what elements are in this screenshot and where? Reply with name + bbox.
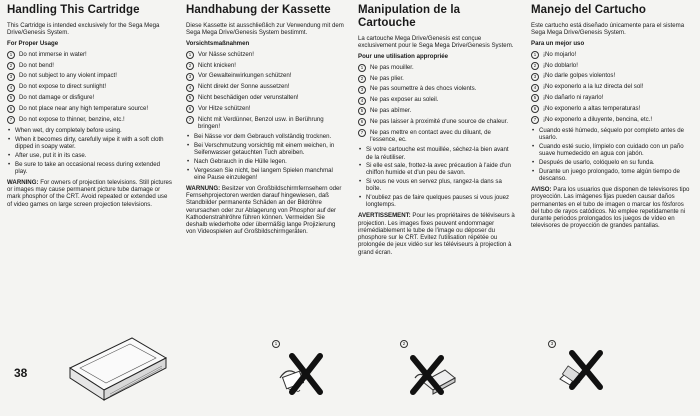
bullet-item: • After use, put it in its case. — [7, 152, 173, 159]
subheading-french: Pour une utilisation appropriée — [358, 53, 449, 61]
item-text: Ne pas mouiller. — [370, 63, 414, 71]
list-item — [531, 116, 691, 124]
figure-label-1: 1 — [272, 340, 280, 348]
bullet-item: • Si vous ne vous en servez plus, rangez-la dans sa boîte. — [358, 178, 516, 192]
number-6: 6 — [358, 118, 366, 126]
item-text: Do not bend! — [19, 61, 54, 69]
list-item — [186, 72, 346, 80]
subheading-spanish: Para un mejor uso — [531, 40, 585, 48]
bullet-item: • Después de usarlo, colóquelo en su funda. — [531, 159, 691, 166]
list-item — [7, 94, 173, 102]
number-7: 7 — [531, 116, 539, 124]
item-text: Do not immerse in water! — [19, 50, 87, 58]
item-text: Do not expose to thinner, benzine, etc.! — [19, 115, 125, 123]
list-item — [531, 62, 691, 70]
bullet-item: • Si elle est sale, frottez-la avec précaution à l'aide d'un chiffon humide et d'un peu de savon. — [358, 162, 516, 176]
warning-text: Pour les propriétaires de téléviseurs à projection. Les images fixes peuvent endommager irrémédiablement le tube de l'image ou déposer du phosphore sur le CRT. Evitez l'utilisation répétée ou prolongée de jeux vidéo sur les téléviseurs à projection à grand écran. — [358, 212, 515, 256]
intro-german: Diese Kassette ist ausschließlich zur Verwendung mit dem Sega Mega Drive/Genesis System bestimmt. — [186, 22, 344, 37]
thinner-no-icon — [552, 345, 608, 399]
warning-french — [358, 212, 516, 255]
intro-spanish: Este cartucho está diseñado únicamente para el sistema Sega Mega Drive/Genesis System. — [531, 22, 685, 37]
number-3: 3 — [531, 73, 539, 81]
number-1: 1 — [186, 51, 194, 59]
item-text: Nicht knicken! — [198, 61, 236, 69]
list-item — [358, 85, 516, 93]
bullet-item: • Nach Gebrauch in die Hülle legen. — [186, 158, 346, 165]
item-text: ¡No doblarlo! — [543, 61, 578, 69]
number-5: 5 — [7, 94, 15, 102]
warning-text: For owners of projection televisions. Still pictures or images may cause permanent picture tube damage or mark phosphor of the CRT. Avoid repeated or extended use of video games on large screen projection televisions. — [7, 178, 172, 208]
number-2: 2 — [7, 62, 15, 70]
bullet-item: • Cuando esté sucio, límpielo con cuidado con un paño suave humedecido en agua con jabón. — [531, 143, 691, 157]
number-4: 4 — [531, 84, 539, 92]
title-spanish: Manejo del Cartucho — [531, 4, 646, 16]
number-6: 6 — [531, 105, 539, 113]
number-1: 1 — [358, 64, 366, 72]
subheading-german: Vorsichtsmaßnahmen — [186, 40, 250, 48]
list-item — [186, 105, 346, 113]
number-2: 2 — [531, 62, 539, 70]
item-text: Do not place near any high temperature source! — [19, 105, 149, 113]
column-german — [186, 4, 346, 240]
item-text: Do not damage or disfigure! — [19, 94, 95, 102]
list-item — [531, 72, 691, 80]
warning-text: Para los usuarios que disponen de televisores tipo proyección. Las imágenes fijas pueden causar daños permanentes en el tubo de imagen o marcar los fósforos del tubo de rayos catódicos. No emplee repetidamente ni durante periodos prolongados los juegos de vídeo en televisores de proyección de grandes pantallas. — [531, 186, 690, 230]
tips-list-spanish — [531, 127, 691, 182]
number-3: 3 — [358, 86, 366, 94]
item-text: ¡No exponerlo a la luz directa del sol! — [543, 83, 644, 91]
bend-no-icon — [405, 348, 461, 402]
item-text: Do not subject to any violent impact! — [19, 72, 117, 80]
precautions-list-french — [358, 64, 516, 144]
title-french: Manipulation de la Cartouche — [358, 4, 461, 29]
warning-spanish — [531, 186, 691, 229]
number-1: 1 — [7, 51, 15, 59]
item-text: Vor Nässe schützen! — [198, 50, 254, 58]
number-4: 4 — [358, 97, 366, 105]
list-item — [7, 116, 173, 124]
item-text: Nicht beschädigen oder verunstalten! — [198, 94, 299, 102]
number-2: 2 — [186, 62, 194, 70]
bullet-item: • When wet, dry completely before using. — [7, 127, 173, 134]
list-item — [7, 51, 173, 59]
list-item — [358, 64, 516, 72]
list-item — [358, 107, 516, 115]
bullet-item: • Bei Verschmutzung vorsichtig mit einem weichen, in Seifenwasser getauchten Tuch abreiben. — [186, 142, 346, 156]
list-item — [186, 51, 346, 59]
number-4: 4 — [7, 84, 15, 92]
bullet-item: • N'oubliez pas de faire quelques pauses si vous jouez longtemps. — [358, 194, 516, 208]
number-3: 3 — [7, 73, 15, 81]
list-item — [531, 105, 691, 113]
item-text: Ne pas abîmer. — [370, 107, 412, 115]
item-text: Nicht direkt der Sonne aussetzen! — [198, 83, 290, 91]
precautions-list-german — [186, 51, 346, 131]
number-5: 5 — [358, 107, 366, 115]
title-german: Handhabung der Kassette — [186, 4, 331, 16]
tips-list-german — [186, 133, 346, 181]
item-text: Vor Gewalteinwirkungen schützen! — [198, 72, 292, 80]
column-english — [7, 4, 173, 212]
item-text: Do not expose to direct sunlight! — [19, 83, 107, 91]
number-3: 3 — [186, 73, 194, 81]
number-7: 7 — [358, 129, 366, 137]
page-number: 38 — [14, 366, 28, 380]
number-5: 5 — [531, 94, 539, 102]
number-1: 1 — [531, 51, 539, 59]
list-item — [531, 94, 691, 102]
list-item — [186, 83, 346, 91]
bullet-item: • Durante un juego prolongado, tome algún tiempo de descanso. — [531, 168, 691, 182]
warning-label: WARNUNG: — [186, 185, 221, 193]
number-4: 4 — [186, 84, 194, 92]
list-item — [358, 118, 516, 126]
list-item — [7, 72, 173, 80]
warning-text: Besitzer von Großbildschirmfernsehern oder Fernsehprojectoren werden darauf hingewiesen, daß Standbilder permanente Schäden an der Bildröhre verursachen oder zur Ablagerung von Phosphor auf der Kathodenstrahlröhre führen können. Vermeiden Sie deshalb wiederholte oder übermäßig lange Projizierung von Videospielen auf Großbildschirmgeräten. — [186, 185, 342, 236]
number-7: 7 — [7, 116, 15, 124]
warning-german — [186, 185, 346, 235]
figure-label-3: 3 — [548, 340, 556, 348]
list-item — [186, 94, 346, 102]
list-item — [531, 51, 691, 59]
subheading-english: For Proper Usage — [7, 40, 59, 48]
list-item — [358, 96, 516, 104]
number-7: 7 — [186, 116, 194, 124]
title-english: Handling This Cartridge — [7, 4, 140, 16]
precautions-list-english — [7, 51, 173, 125]
tips-list-french — [358, 146, 516, 208]
number-5: 5 — [186, 94, 194, 102]
bullet-item: • When it becomes dirty, carefully wipe it with a soft cloth dipped in soapy water. — [7, 136, 173, 150]
list-item — [186, 116, 346, 130]
list-item — [358, 129, 516, 143]
item-text: Ne pas laisser à proximité d'une source de chaleur. — [370, 118, 509, 126]
bullet-item: • Vergessen Sie nicht, bei langem Spielen manchmal eine Pause einzulegen! — [186, 167, 346, 181]
warning-label: AVERTISSEMENT: — [358, 212, 411, 220]
item-text: Ne pas plier. — [370, 74, 404, 82]
warning-english — [7, 179, 173, 208]
bullet-item: • Be sure to take an occasional recess during extended play. — [7, 161, 173, 175]
bullet-item: • Si votre cartouche est mouillée, séchez-la bien avant de la réutiliser. — [358, 146, 516, 160]
bullet-item: • Bei Nässe vor dem Gebrauch vollständig trocknen. — [186, 133, 346, 140]
item-text: ¡No exponerlo a diluyente, bencina, etc.! — [543, 115, 653, 123]
water-no-icon — [270, 348, 326, 402]
column-french — [358, 4, 516, 260]
item-text: ¡No darle golpes violentos! — [543, 72, 616, 80]
item-text: Ne pas mettre en contact avec du diluant, de l'essence, ec. — [370, 128, 491, 144]
column-spanish — [531, 4, 691, 233]
item-text: ¡No exponerlo a altas temperaturas! — [543, 105, 641, 113]
precautions-list-spanish — [531, 51, 691, 125]
intro-english: This Cartridge is intended exclusively for the Sega Mega Drive/Genesis System. — [7, 22, 160, 37]
list-item — [7, 62, 173, 70]
list-item — [358, 75, 516, 83]
number-6: 6 — [7, 105, 15, 113]
number-6: 6 — [186, 105, 194, 113]
bullet-item: • Cuando esté húmedo, séquelo por completo antes de usarlo. — [531, 127, 691, 141]
warning-label: AVISO: — [531, 186, 552, 194]
cartridge-illustration — [62, 330, 172, 405]
item-text: Nicht mit Verdünner, Benzol usw. in Berührung bringen! — [198, 115, 324, 131]
item-text: Ne pas exposer au soleil. — [370, 96, 439, 104]
item-text: Ne pas soumettre à des chocs violents. — [370, 85, 477, 93]
item-text: ¡No mojarlo! — [543, 50, 577, 58]
item-text: ¡No dañarlo ni rayarlo! — [543, 94, 604, 102]
item-text: Vor Hitze schützen! — [198, 105, 251, 113]
list-item — [531, 83, 691, 91]
warning-label: WARNING: — [7, 178, 39, 186]
list-item — [7, 105, 173, 113]
intro-french: La cartouche Mega Drive/Genesis est conçue exclusivement pour le Sega Mega Drive/Genesis System. — [358, 35, 514, 50]
tips-list-english — [7, 127, 173, 175]
number-2: 2 — [358, 75, 366, 83]
figure-label-2: 2 — [400, 340, 408, 348]
list-item — [186, 62, 346, 70]
list-item — [7, 83, 173, 91]
